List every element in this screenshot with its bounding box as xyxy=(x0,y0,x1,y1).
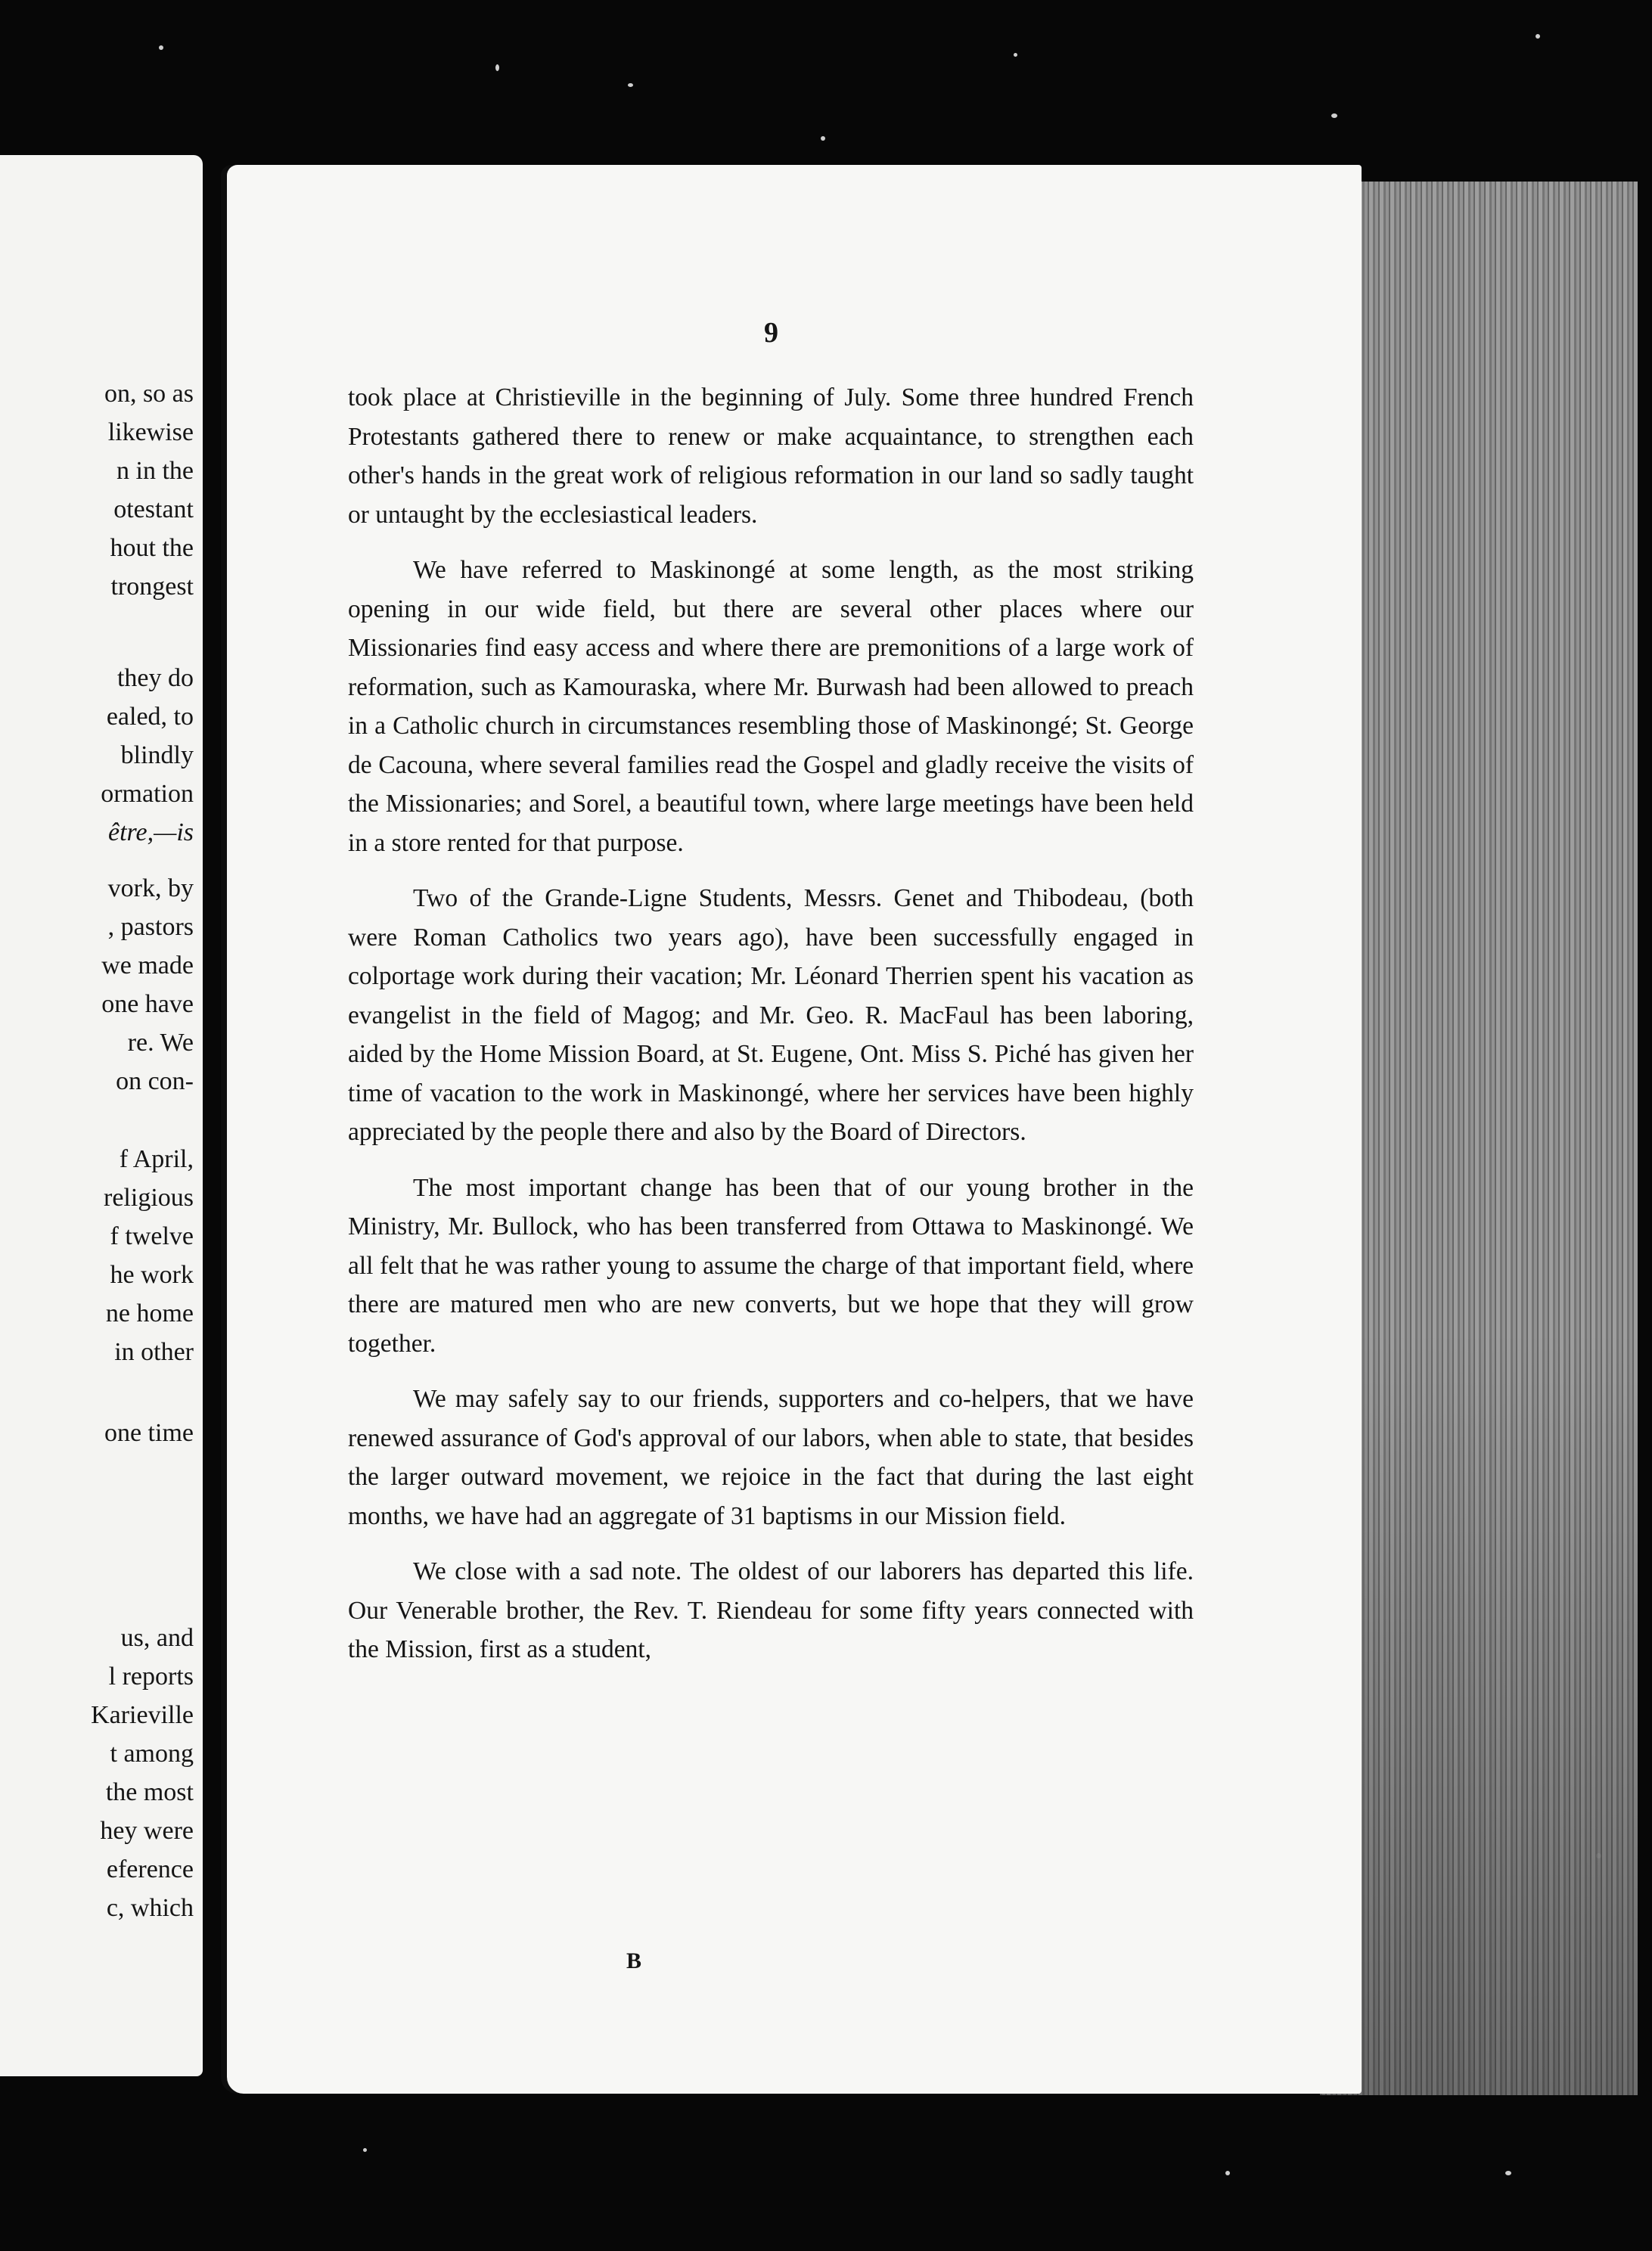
dust-speck xyxy=(363,2148,367,2152)
left-line: us, and xyxy=(120,1624,194,1652)
dust-speck xyxy=(1505,2171,1511,2175)
left-line: on con- xyxy=(116,1067,194,1095)
left-line: we made xyxy=(101,952,194,980)
left-line: he work xyxy=(110,1261,194,1289)
paragraph: The most important change has been that of our young brother in the Ministry, Mr. Bullock, who has been transferred from Ottawa to Maskinongé. We all felt that he was rather young to assume the charge of that important field, where there are matured men who are new converts, but we hope that they will grow together. xyxy=(348,1173,1194,1358)
paragraph: Two of the Grande-Ligne Students, Messrs. Genet and Thibodeau, (both were Roman Catholics two years ago), have been successfully engaged in colportage work during their vacation; Mr. Léonard Therrien spent his vacation as evangelist in the field of Magog; and Mr. Geo. R. MacFaul has been laboring, aided by the Home Mission Board, at St. Eugene, Ont. Miss S. Piché has given her time of vacation to the work in Maskinongé, where her services have been highly appreciated by the people there and also by the Board of Directors. xyxy=(348,884,1194,1146)
left-line: f April, xyxy=(119,1145,194,1173)
left-line: likewise xyxy=(107,418,194,446)
left-line: n in the xyxy=(116,457,194,485)
body-text xyxy=(348,378,1194,1686)
left-line: the most xyxy=(105,1778,194,1806)
left-line: vork, by xyxy=(107,874,194,902)
paragraph: We have referred to Maskinongé at some length, as the most striking opening in our wide field, but there are several other places where our Missionaries find easy access and where there are premonitions of a large work of reformation, such as Kamouraska, where Mr. Burwash had been allowed to preach in a Catholic church in circumstances resembling those of Maskinongé; St. George de Cacouna, where several families read the Gospel and gladly receive the visits of the Missionaries; and Sorel, a beautiful town, where large meetings have been held in a store rented for that purpose. xyxy=(348,556,1194,857)
left-line: Karieville xyxy=(91,1701,194,1729)
dust-speck xyxy=(821,136,825,141)
left-line: religious xyxy=(104,1184,194,1212)
left-line: blindly xyxy=(120,741,194,769)
paragraph: We may safely say to our friends, supporters and co-helpers, that we have renewed assurance of God's approval of our labors, when able to state, that besides the larger outward movement, we rejoice in the fact that during the last eight months, we have had an aggregate of 31 baptisms in our Mission field. xyxy=(348,1385,1194,1530)
dust-speck xyxy=(628,83,633,87)
left-line: ne home xyxy=(105,1299,194,1327)
left-line: otestant xyxy=(113,495,194,523)
signature-mark: B xyxy=(626,1948,642,1973)
paragraph: We close with a sad note. The oldest of our laborers has departed this life. Our Venerable brother, the Rev. T. Riendeau for some fifty years connected with the Mission, first as a student, xyxy=(348,1557,1194,1663)
left-line: hey were xyxy=(100,1817,194,1845)
left-line: t among xyxy=(110,1740,194,1768)
left-line: one have xyxy=(101,990,194,1018)
book-page-edges xyxy=(1320,182,1638,2095)
left-line: on, so as xyxy=(104,380,194,408)
left-line: re. We xyxy=(127,1029,194,1057)
left-line: être,—is xyxy=(107,818,194,846)
left-line: ealed, to xyxy=(106,703,194,731)
dust-speck xyxy=(1331,113,1337,118)
dust-speck xyxy=(1225,2171,1230,2175)
left-line: , pastors xyxy=(107,913,194,941)
left-line: trongest xyxy=(110,573,194,601)
left-line: f twelve xyxy=(110,1222,194,1250)
left-line: they do xyxy=(116,664,194,692)
dust-speck xyxy=(1014,53,1017,57)
dust-speck xyxy=(159,45,163,50)
left-line: in other xyxy=(114,1338,194,1366)
left-line: l reports xyxy=(108,1663,194,1691)
page-number: 9 xyxy=(764,317,778,349)
left-line: one time xyxy=(104,1419,194,1447)
dust-speck xyxy=(1536,34,1540,39)
left-line: ormation xyxy=(101,780,194,808)
left-line: hout the xyxy=(110,534,194,562)
paragraph: took place at Christieville in the beginning of July. Some three hundred French Protestants gathered there to renew or make acquaintance, to strengthen each other's hands in the great work of religious reformation in our land so sadly taught or untaught by the ecclesiastical leaders. xyxy=(348,383,1194,529)
left-line: c, which xyxy=(106,1894,194,1922)
left-page xyxy=(0,155,203,2076)
left-line: eference xyxy=(106,1855,194,1883)
dust-speck xyxy=(495,64,499,71)
